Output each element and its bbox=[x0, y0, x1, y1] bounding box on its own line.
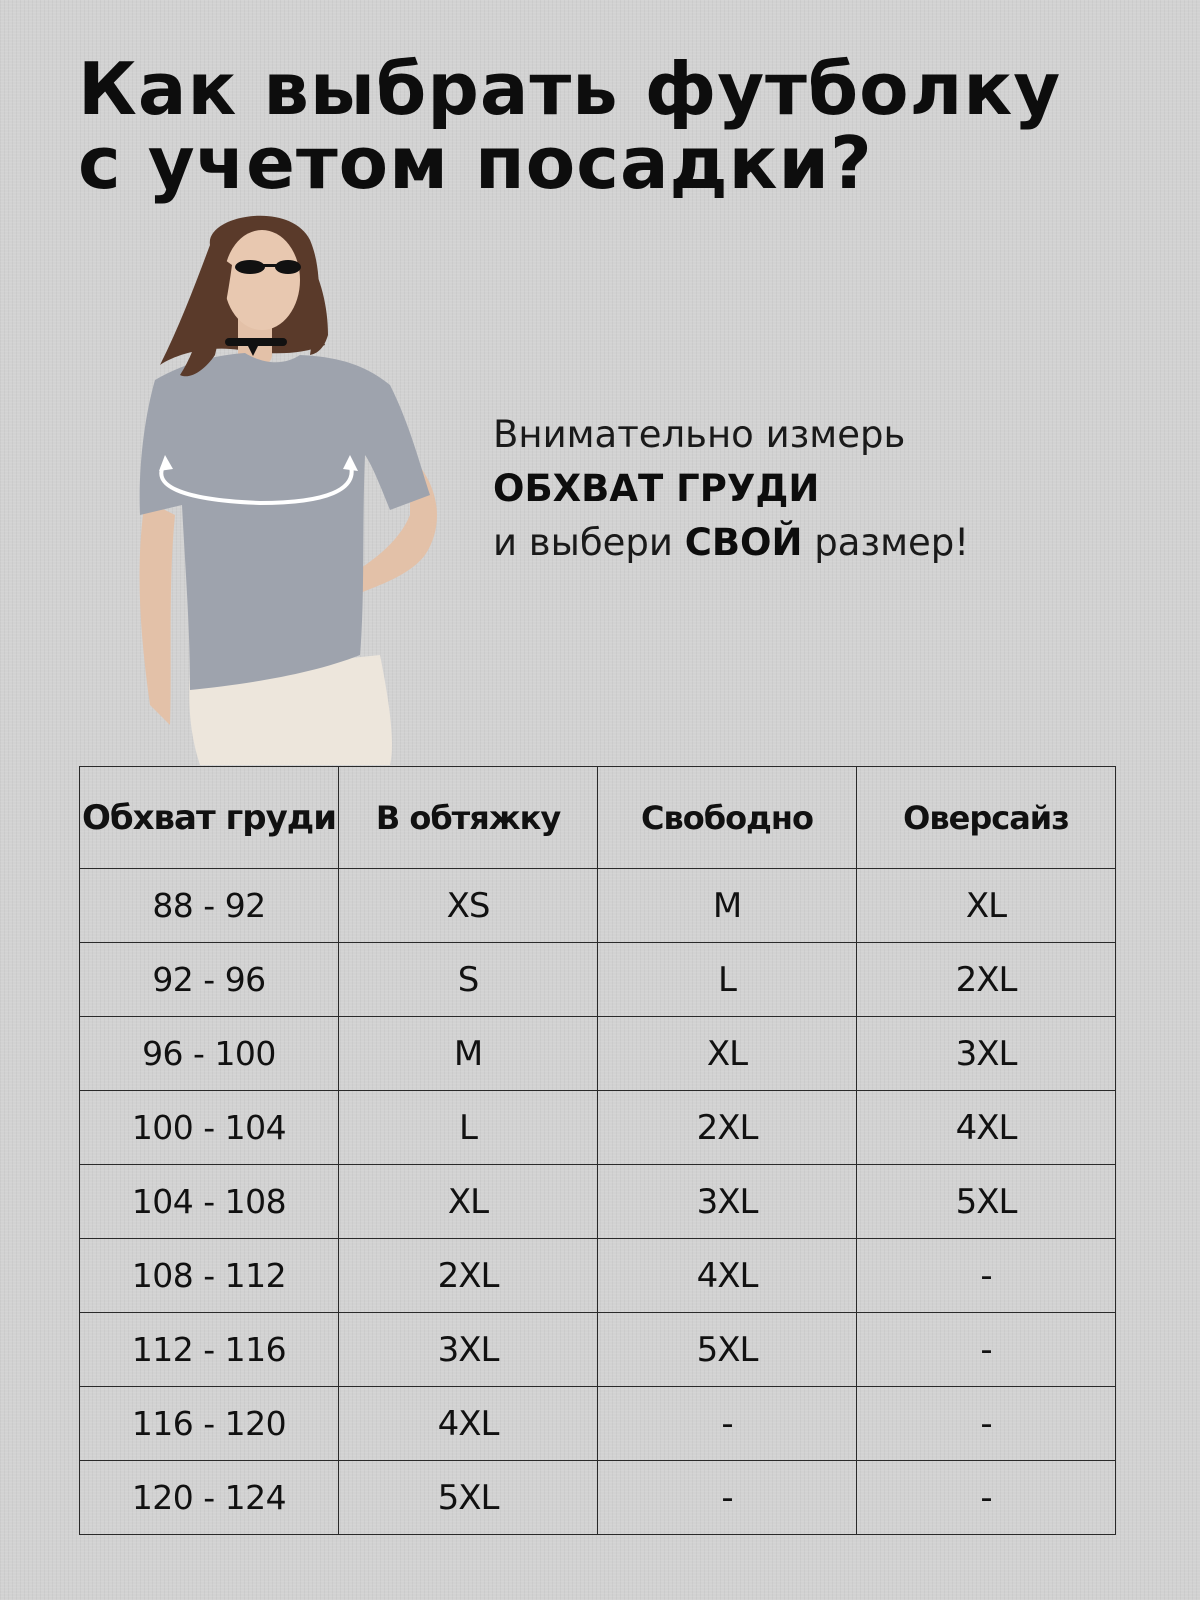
oversize-size-cell: - bbox=[857, 1313, 1116, 1387]
chest-range-cell: 96 - 100 bbox=[80, 1017, 339, 1091]
chest-range-cell: 88 - 92 bbox=[80, 869, 339, 943]
loose-size-cell: M bbox=[598, 869, 857, 943]
title-line-1: Как выбрать футболку bbox=[78, 47, 1062, 131]
instruction-line-3-start: и выбери bbox=[493, 521, 685, 564]
tight-size-cell: 3XL bbox=[339, 1313, 598, 1387]
chest-range-cell: 100 - 104 bbox=[80, 1091, 339, 1165]
title-line-2: с учетом посадки? bbox=[78, 121, 873, 205]
loose-size-cell: 4XL bbox=[598, 1239, 857, 1313]
model-illustration bbox=[110, 205, 460, 765]
instruction-line-2 bbox=[493, 462, 1113, 516]
oversize-size-cell: - bbox=[857, 1239, 1116, 1313]
chest-range-cell: 116 - 120 bbox=[80, 1387, 339, 1461]
page-title bbox=[78, 47, 1158, 205]
tight-size-cell: 5XL bbox=[339, 1461, 598, 1535]
chest-range-cell: 92 - 96 bbox=[80, 943, 339, 1017]
tight-size-cell: XL bbox=[339, 1165, 598, 1239]
oversize-size-cell: 3XL bbox=[857, 1017, 1116, 1091]
loose-size-cell: 5XL bbox=[598, 1313, 857, 1387]
table-row bbox=[80, 1017, 1116, 1091]
table-row bbox=[80, 1239, 1116, 1313]
size-chart-table bbox=[79, 766, 1116, 1535]
header-loose-fit: Свободно bbox=[598, 767, 857, 869]
tight-size-cell: XS bbox=[339, 869, 598, 943]
header-oversize: Оверсайз bbox=[857, 767, 1116, 869]
instruction-chest-girth: ОБХВАТ ГРУДИ bbox=[493, 467, 820, 510]
table-row bbox=[80, 1091, 1116, 1165]
header-chest-girth: Обхват груди bbox=[80, 767, 339, 869]
chest-range-cell: 120 - 124 bbox=[80, 1461, 339, 1535]
chest-range-cell: 108 - 112 bbox=[80, 1239, 339, 1313]
table-row bbox=[80, 1461, 1116, 1535]
chest-range-cell: 104 - 108 bbox=[80, 1165, 339, 1239]
loose-size-cell: L bbox=[598, 943, 857, 1017]
instruction-line-3 bbox=[493, 516, 1113, 570]
measurement-instruction bbox=[493, 408, 1113, 570]
instruction-line-3-end: размер! bbox=[802, 521, 970, 564]
table-row bbox=[80, 1165, 1116, 1239]
loose-size-cell: - bbox=[598, 1461, 857, 1535]
tight-size-cell: M bbox=[339, 1017, 598, 1091]
oversize-size-cell: XL bbox=[857, 869, 1116, 943]
oversize-size-cell: 2XL bbox=[857, 943, 1116, 1017]
tight-size-cell: L bbox=[339, 1091, 598, 1165]
loose-size-cell: 2XL bbox=[598, 1091, 857, 1165]
loose-size-cell: - bbox=[598, 1387, 857, 1461]
loose-size-cell: 3XL bbox=[598, 1165, 857, 1239]
table-row bbox=[80, 1387, 1116, 1461]
instruction-own-size: СВОЙ bbox=[684, 521, 803, 564]
oversize-size-cell: - bbox=[857, 1387, 1116, 1461]
table-row bbox=[80, 943, 1116, 1017]
tight-size-cell: 4XL bbox=[339, 1387, 598, 1461]
table-row bbox=[80, 1313, 1116, 1387]
table-row bbox=[80, 869, 1116, 943]
oversize-size-cell: 4XL bbox=[857, 1091, 1116, 1165]
header-tight-fit: В обтяжку bbox=[339, 767, 598, 869]
loose-size-cell: XL bbox=[598, 1017, 857, 1091]
tight-size-cell: 2XL bbox=[339, 1239, 598, 1313]
tight-size-cell: S bbox=[339, 943, 598, 1017]
oversize-size-cell: 5XL bbox=[857, 1165, 1116, 1239]
table-header-row bbox=[80, 767, 1116, 869]
instruction-line-1: Внимательно измерь bbox=[493, 413, 906, 456]
chest-range-cell: 112 - 116 bbox=[80, 1313, 339, 1387]
oversize-size-cell: - bbox=[857, 1461, 1116, 1535]
